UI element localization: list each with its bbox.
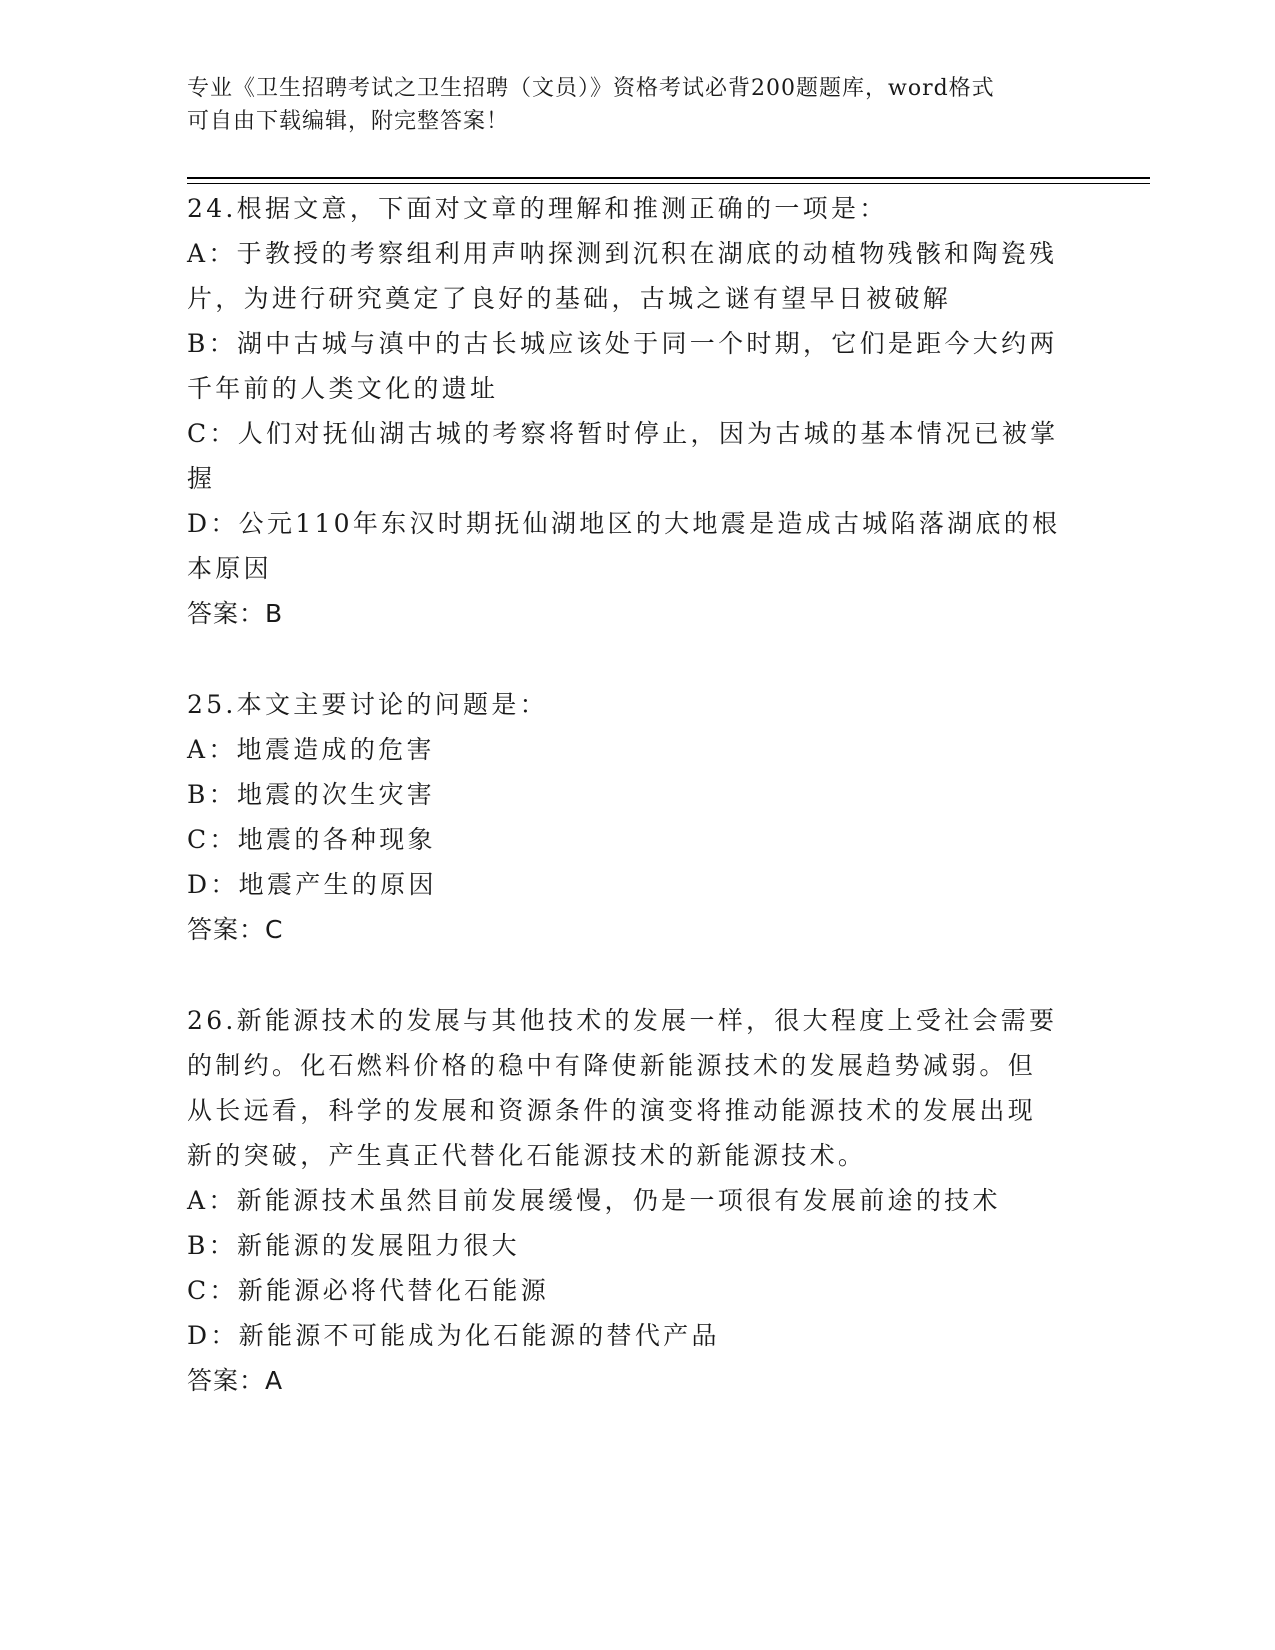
option-d: D：新能源不可能成为化石能源的替代产品	[187, 1321, 720, 1350]
option-line: B：湖中古城与滇中的古长城应该处于同一个时期，它们是距今大约两	[187, 329, 1058, 358]
option-line: A：于教授的考察组利用声呐探测到沉积在湖底的动植物残骸和陶瓷残	[187, 239, 1058, 268]
option-line: D：公元110年东汉时期抚仙湖地区的大地震是造成古城陷落湖底的根	[187, 509, 1061, 538]
question-26	[187, 998, 1087, 1403]
question-25	[187, 682, 1087, 952]
question-stem: 新的突破，产生真正代替化石能源技术的新能源技术。	[187, 1141, 867, 1170]
document-header	[187, 72, 1087, 138]
option-line: C：人们对抚仙湖古城的考察将暂时停止，因为古城的基本情况已被掌	[187, 419, 1059, 448]
option-c: C：地震的各种现象	[187, 825, 436, 854]
question-stem: 从长远看，科学的发展和资源条件的演变将推动能源技术的发展出现	[187, 1096, 1037, 1125]
question-stem: 26.新能源技术的发展与其他技术的发展一样，很大程度上受社会需要	[187, 1006, 1058, 1035]
option-b: B：地震的次生灾害	[187, 780, 436, 809]
option-line: 千年前的人类文化的遗址	[187, 374, 499, 403]
answer-label: 答案：C	[187, 915, 284, 944]
header-line: 可自由下载编辑，附完整答案！	[187, 109, 510, 134]
header-line: 专业《卫生招聘考试之卫生招聘（文员）》资格考试必背200题题库，word格式	[187, 76, 995, 101]
option-b: B：新能源的发展阻力很大	[187, 1231, 520, 1260]
option-d	[187, 501, 1087, 591]
option-b	[187, 321, 1087, 411]
question-list	[187, 186, 1087, 1449]
option-d: D：地震产生的原因	[187, 870, 437, 899]
header-rule-thin	[187, 183, 1150, 184]
question-stem: 24.根据文意，下面对文章的理解和推测正确的一项是：	[187, 194, 888, 223]
header-rule-thick	[187, 177, 1150, 179]
option-line: 片，为进行研究奠定了良好的基础，古城之谜有望早日被破解	[187, 284, 952, 313]
question-stem: 25.本文主要讨论的问题是：	[187, 690, 548, 719]
option-a: A：地震造成的危害	[187, 735, 435, 764]
answer-label: 答案：B	[187, 599, 284, 628]
option-c: C：新能源必将代替化石能源	[187, 1276, 550, 1305]
option-line: 本原因	[187, 554, 272, 583]
question-24	[187, 186, 1087, 636]
option-a	[187, 231, 1087, 321]
question-stem: 的制约。化石燃料价格的稳中有降使新能源技术的发展趋势减弱。但	[187, 1051, 1037, 1080]
answer-label: 答案：A	[187, 1366, 284, 1395]
option-line: 握	[187, 464, 216, 493]
option-a: A：新能源技术虽然目前发展缓慢，仍是一项很有发展前途的技术	[187, 1186, 1001, 1215]
option-c	[187, 411, 1087, 501]
